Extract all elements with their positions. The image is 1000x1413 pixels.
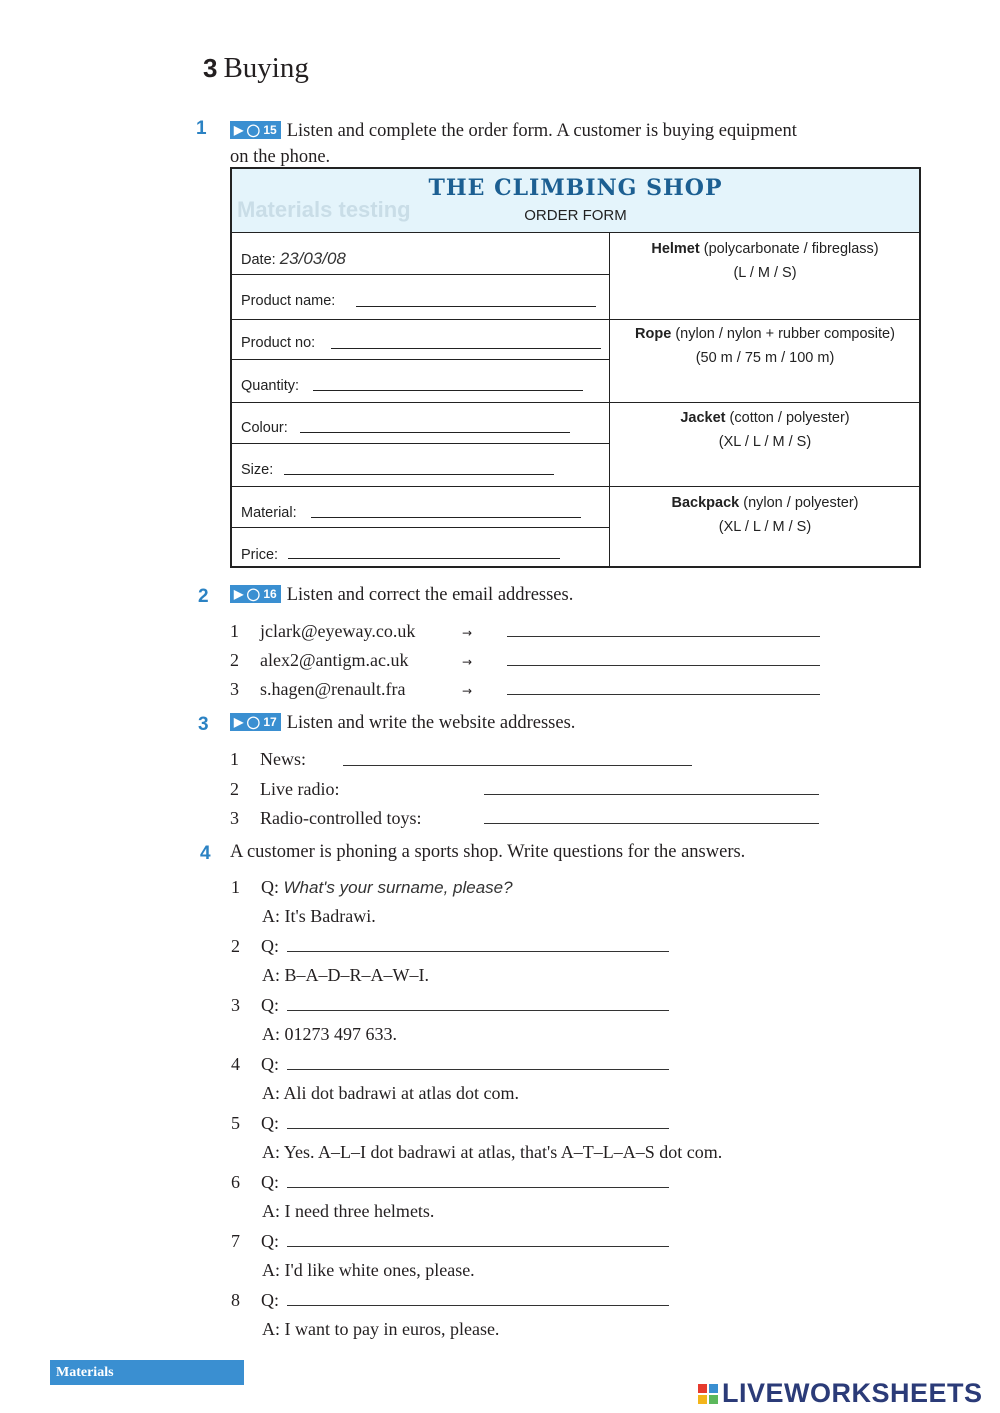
arrow-icon: → (462, 655, 473, 669)
question-answer-2[interactable] (287, 951, 669, 952)
unit-title-text: Buying (223, 52, 309, 84)
instruction-text: Listen and correct the email addresses. (286, 585, 574, 605)
exercise-1-instruction (230, 118, 930, 170)
qa-item-7 (231, 1231, 279, 1252)
exercise-number: 4 (200, 843, 211, 864)
question-prefix: Q: (261, 1290, 279, 1310)
email-text: alex2@antigm.ac.uk (260, 650, 409, 670)
example-question: What's your surname, please? (283, 878, 513, 897)
qa-item-8 (231, 1290, 279, 1311)
track-number: 16 (263, 587, 277, 601)
website-item-2 (230, 779, 339, 800)
item-number: 3 (230, 679, 239, 699)
question-prefix: Q: (261, 1172, 279, 1192)
track-number: 15 (263, 123, 277, 137)
email-answer-3[interactable] (507, 694, 820, 695)
email-text: s.hagen@renault.fra (260, 679, 406, 699)
product-rope (609, 322, 921, 370)
section-footer-tab: Materials (50, 1360, 244, 1385)
website-answer-3[interactable] (484, 823, 819, 824)
product-name-input[interactable] (356, 306, 596, 307)
row-divider (232, 443, 609, 444)
question-answer-3[interactable] (287, 1010, 669, 1011)
question-prefix: Q: (261, 1113, 279, 1133)
product-materials: (nylon / polyester) (743, 495, 859, 511)
product-title: Backpack (671, 495, 740, 511)
instruction-line-2: on the phone. (230, 147, 331, 167)
date-field (241, 249, 346, 269)
price-label: Price: (241, 547, 279, 563)
order-form (230, 167, 921, 568)
colour-label: Colour: (241, 420, 288, 436)
question-answer-8[interactable] (287, 1305, 669, 1306)
material-label: Material: (241, 505, 297, 521)
audio-track-badge[interactable]: ▶ ◯ 17 (230, 713, 281, 731)
email-text: jclark@eyeway.co.uk (260, 621, 416, 641)
exercise-number: 2 (198, 586, 209, 607)
product-materials: (cotton / polyester) (729, 410, 850, 426)
product-title: Rope (635, 326, 672, 342)
item-number: 3 (231, 995, 240, 1015)
answer-text: A: 01273 497 633. (262, 1024, 397, 1044)
cd-icon: ◯ (246, 123, 260, 137)
shop-name: THE CLIMBING SHOP (428, 175, 723, 201)
qa-item-2 (231, 936, 279, 957)
material-input[interactable] (311, 517, 581, 518)
size-label: Size: (241, 462, 274, 478)
arrow-icon: → (462, 684, 473, 698)
product-backpack (609, 491, 921, 539)
row-divider (232, 274, 609, 275)
answer-text: A: I'd like white ones, please. (262, 1260, 475, 1280)
item-number: 2 (230, 779, 239, 799)
exercise-number: 3 (198, 714, 209, 735)
item-number: 5 (231, 1113, 240, 1133)
order-form-title: ORDER FORM (524, 207, 627, 224)
item-number: 1 (230, 749, 239, 769)
question-prefix: Q: (261, 936, 279, 956)
product-title: Helmet (651, 241, 700, 257)
date-label: Date: (241, 252, 276, 268)
email-answer-1[interactable] (507, 636, 820, 637)
product-materials: (polycarbonate / fibreglass) (703, 241, 879, 257)
product-helmet (609, 237, 921, 285)
qa-item-1 (231, 877, 513, 898)
unit-number: 3 (203, 53, 218, 83)
item-number: 2 (231, 936, 240, 956)
email-item-2 (230, 650, 409, 671)
date-value: 23/03/08 (279, 249, 346, 268)
answer-text: A: B–A–D–R–A–W–I. (262, 965, 429, 985)
exercise-3-instruction (230, 713, 575, 734)
row-divider (232, 402, 921, 403)
instruction-text: Listen and write the website addresses. (286, 713, 576, 733)
website-item-3 (230, 808, 421, 829)
question-prefix: Q: (261, 1054, 279, 1074)
quantity-label: Quantity: (241, 378, 300, 394)
row-divider (232, 527, 609, 528)
size-input[interactable] (284, 474, 554, 475)
product-sizes: (L / M / S) (733, 265, 797, 281)
answer-text: A: Yes. A–L–I dot badrawi at atlas, that's A–T–L–A–S dot com. (262, 1142, 723, 1162)
website-answer-1[interactable] (343, 765, 692, 766)
cd-icon: ◯ (246, 587, 260, 601)
product-sizes: (50 m / 75 m / 100 m) (695, 350, 835, 366)
item-number: 4 (231, 1054, 240, 1074)
answer-text: A: Ali dot badrawi at atlas dot com. (262, 1083, 519, 1103)
product-sizes: (XL / L / M / S) (718, 519, 812, 535)
email-item-3 (230, 679, 406, 700)
qa-item-5 (231, 1113, 279, 1134)
question-answer-7[interactable] (287, 1246, 669, 1247)
price-input[interactable] (288, 558, 560, 559)
question-answer-5[interactable] (287, 1128, 669, 1129)
item-number: 1 (231, 877, 240, 897)
item-number: 8 (231, 1290, 240, 1310)
row-divider (232, 486, 921, 487)
exercise-1-header (196, 118, 207, 140)
answer-text: A: I need three helmets. (262, 1201, 435, 1221)
audio-track-badge[interactable]: ▶ ◯ 15 (230, 121, 281, 139)
ghost-text: Materials testing (237, 197, 411, 222)
arrow-icon: → (462, 626, 473, 640)
audio-track-badge[interactable]: ▶ ◯ 16 (230, 585, 281, 603)
unit-title (203, 52, 309, 85)
quantity-input[interactable] (313, 390, 583, 391)
item-number: 6 (231, 1172, 240, 1192)
product-name-label: Product name: (241, 293, 336, 309)
qa-item-4 (231, 1054, 279, 1075)
website-answer-2[interactable] (484, 794, 819, 795)
cd-icon: ◯ (246, 715, 260, 729)
instruction-line-1: Listen and complete the order form. A customer is buying equipment (286, 121, 797, 141)
answer-text: A: It's Badrawi. (262, 906, 376, 926)
row-divider (232, 319, 921, 320)
product-no-label: Product no: (241, 335, 316, 351)
answer-text: A: I want to pay in euros, please. (262, 1319, 500, 1339)
question-prefix: Q: (261, 1231, 279, 1251)
website-label: News: (260, 749, 306, 769)
colour-input[interactable] (300, 432, 570, 433)
exercise-2-instruction (230, 585, 573, 606)
brand-text: LIVEWORKSHEETS (722, 1378, 983, 1408)
product-jacket (609, 406, 921, 454)
row-divider (232, 359, 609, 360)
email-item-1 (230, 621, 415, 642)
website-label: Live radio: (260, 779, 340, 799)
exercise-number: 1 (196, 118, 207, 139)
product-sizes: (XL / L / M / S) (718, 434, 812, 450)
product-title: Jacket (680, 410, 726, 426)
question-prefix: Q: (261, 877, 279, 897)
product-no-input[interactable] (331, 348, 601, 349)
item-number: 1 (230, 621, 239, 641)
item-number: 7 (231, 1231, 240, 1251)
track-number: 17 (263, 715, 277, 729)
website-label: Radio-controlled toys: (260, 808, 422, 828)
item-number: 2 (230, 650, 239, 670)
liveworksheets-logo (698, 1378, 983, 1409)
email-answer-2[interactable] (507, 665, 820, 666)
liveworksheets-icon (698, 1384, 718, 1404)
question-answer-4[interactable] (287, 1069, 669, 1070)
product-materials: (nylon / nylon + rubber composite) (675, 326, 895, 342)
item-number: 3 (230, 808, 239, 828)
exercise-4-instruction: A customer is phoning a sports shop. Write questions for the answers. (230, 842, 746, 862)
order-form-header (232, 169, 919, 233)
question-prefix: Q: (261, 995, 279, 1015)
question-answer-6[interactable] (287, 1187, 669, 1188)
qa-item-3 (231, 995, 279, 1016)
qa-item-6 (231, 1172, 279, 1193)
website-item-1 (230, 749, 306, 770)
